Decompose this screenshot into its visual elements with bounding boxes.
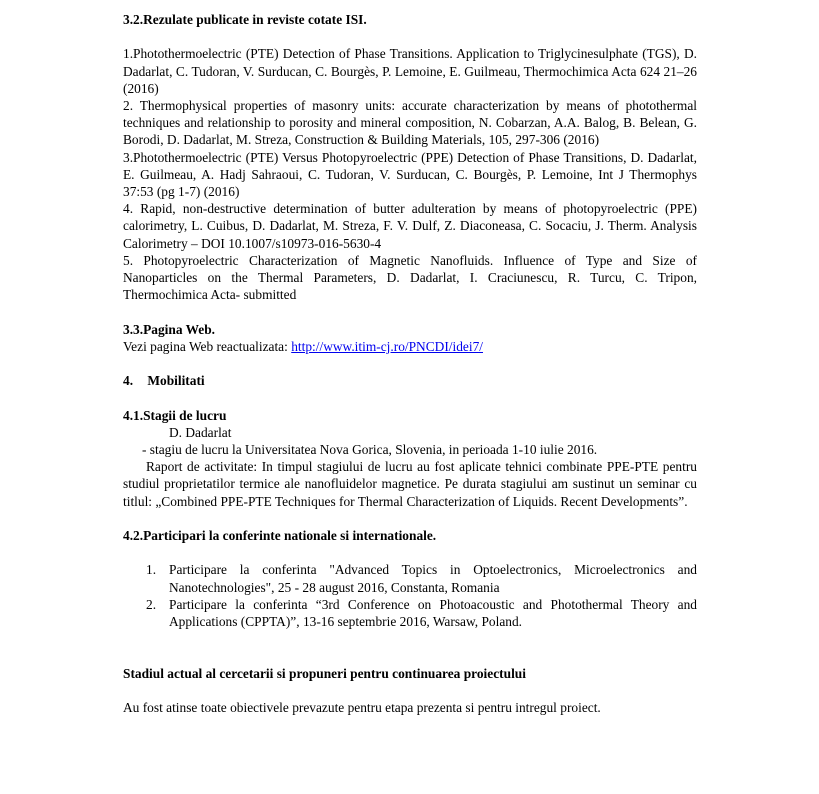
activity-report: Raport de activitate: In timpul stagiului de lucru au fost aplicate tehnici combinate PPE-PTE pentru studiul proprietatilor termice ale nanofluidelor magnetice. Pe durata stagiului am sustinut un seminar cu titlul: „Combined PPE-PTE Techniques for Thermal Characterization of Liquids. Recent Developments”. <box>123 459 697 509</box>
heading-4-2: 4.2.Participari la conferinte nationale si internationale. <box>123 528 437 544</box>
web-page-link[interactable]: http://www.itim-cj.ro/PNCDI/idei7/ <box>291 338 483 354</box>
heading-4-number: 4. <box>123 373 134 389</box>
conference-list <box>123 561 697 630</box>
heading-4-1: 4.1.Stagii de lucru <box>123 407 227 423</box>
conference-item-text: Participare la conferinta “3rd Conference on Photoacoustic and Photothermal Theory and Applications (CPPTA)”, 13-16 septembrie 2016, Warsaw, Poland. <box>169 596 697 630</box>
document-content <box>123 11 697 716</box>
conference-item <box>123 596 697 630</box>
heading-3-2: 3.2.Rezulate publicate in reviste cotate ISI. <box>123 12 367 27</box>
reference-2: 2. Thermophysical properties of masonry units: accurate characterization by means of photothermal techniques and relationship to porosity and mineral composition, N. Cobarzan, A.A. Balog, B. Belean, G. Borodi, D. Dadarlat, M. Streza, Construction & Building Materials, 105, 297-306 (2016) <box>123 98 697 148</box>
heading-stadiul: Stadiul actual al cercetarii si propuneri pentru continuarea proiectului <box>123 665 526 681</box>
stadiul-text: Au fost atinse toate obiectivele prevazute pentru etapa prezenta si pentru intregul proiect. <box>123 699 601 715</box>
reference-5: 5. Photopyroelectric Characterization of Magnetic Nanofluids. Influence of Type and Size of Nanoparticles on the Thermal Parameters, D. Dadarlat, I. Craciunescu, R. Turcu, C. Tripon, Thermochimica Acta- submitted <box>123 252 697 303</box>
conference-item-number: 1. <box>146 562 157 578</box>
heading-3-3: 3.3.Pagina Web. <box>123 321 216 337</box>
conference-item-text: Participare la conferinta "Advanced Topics in Optoelectronics, Microelectronics and Nanotechnologies", 25 - 28 august 2016, Constanta, Romania <box>169 562 697 595</box>
reference-4: 4. Rapid, non-destructive determination of butter adulteration by means of photopyroelectric (PPE) calorimetry, L. Cuibus, D. Dadarlat, M. Streza, F. V. Dulf, Z. Diaconeasa, C. Socaciu, J. Therm. Analysis Calorimetry – DOI 10.1007/s10973-016-5630-4 <box>123 201 697 251</box>
mobility-person: D. Dadarlat <box>169 424 232 440</box>
reference-1: 1.Photothermoelectric (PTE) Detection of Phase Transitions. Application to Triglycinesulphate (TGS), D. Dadarlat, C. Tudoran, V. Surducan, C. Bourgès, P. Lemoine, E. Guilmeau, Thermochimica Acta 624 21–26 (2016) <box>123 46 697 96</box>
mobility-stage: - stagiu de lucru la Universitatea Nova Gorica, Slovenia, in perioada 1-10 iulie 2016. <box>142 442 598 458</box>
web-page-line <box>123 338 697 355</box>
web-page-text: Vezi pagina Web reactualizata: <box>123 338 292 354</box>
conference-item-number: 2. <box>146 596 157 612</box>
heading-4 <box>123 372 697 389</box>
conference-item <box>123 561 697 595</box>
heading-4-title: Mobilitati <box>147 373 205 389</box>
reference-3: 3.Photothermoelectric (PTE) Versus Photopyroelectric (PPE) Detection of Phase Transitions, D. Dadarlat, E. Guilmeau, A. Hadj Sahraoui, C. Tudoran, V. Surducan, C. Bourgès, P. Lemoine, Int J Thermophys 37:53 (pg 1-7) (2016) <box>123 149 697 200</box>
